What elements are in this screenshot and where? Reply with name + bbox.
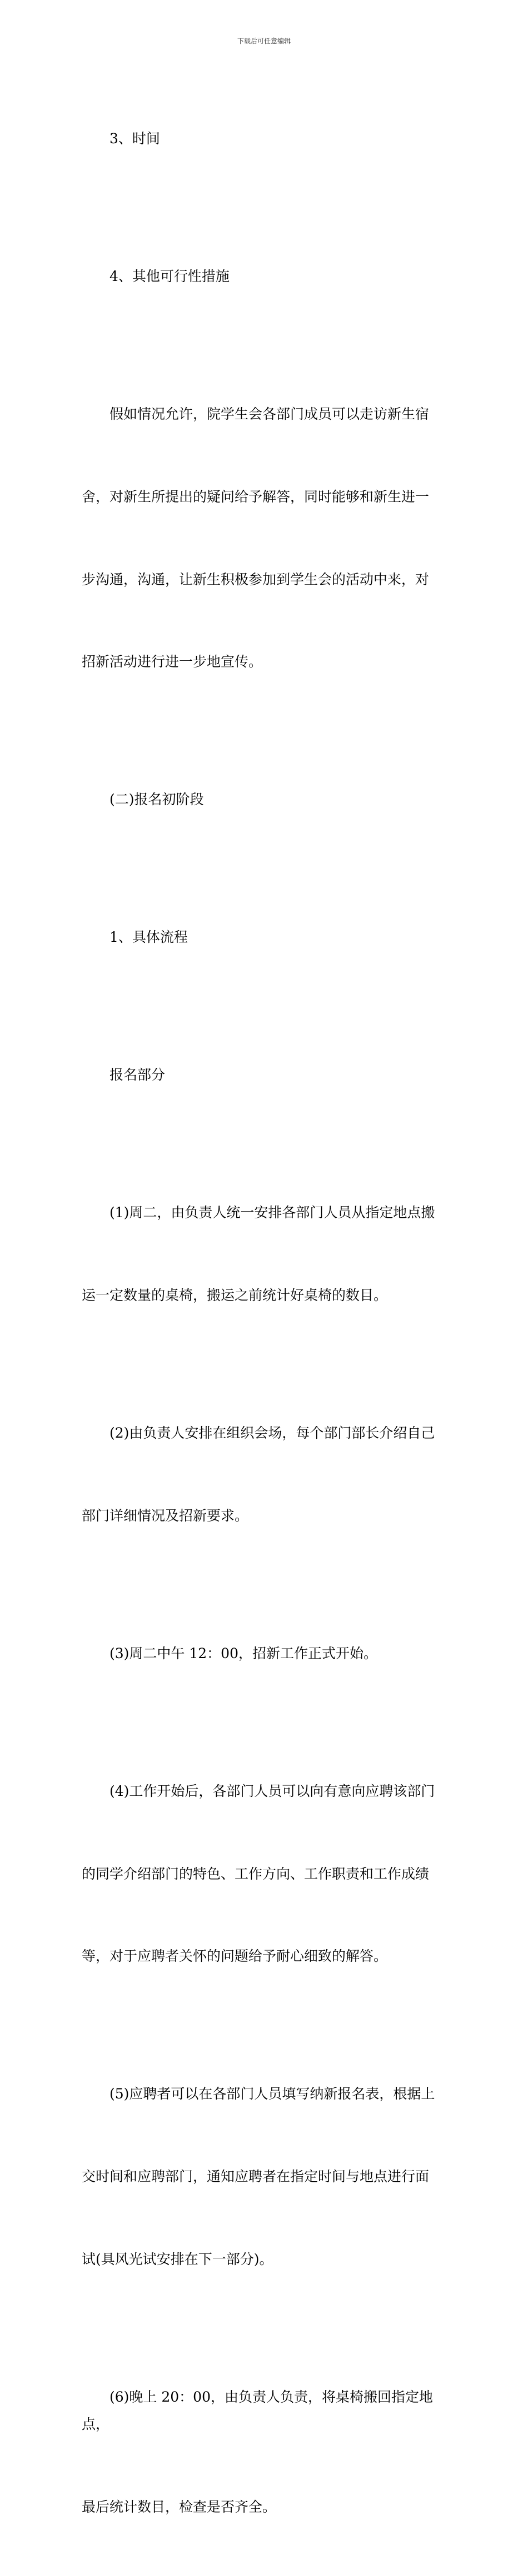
part-heading (82, 1006, 449, 1144)
paragraph-line: (2)由负责人安排在组织会场，每个部门部长介绍自己 (109, 1425, 435, 1442)
paragraph-line: 等，对于应聘者关怀的问题给予耐心细致的解答。 (82, 1948, 388, 1965)
paragraph-line: 交时间和应聘部门，通知应聘者在指定时间与地点进行面 (82, 2168, 430, 2185)
paragraph-line: (4)工作开始后，各部门人员可以向有意向应聘该部门 (109, 1782, 435, 1799)
paragraph-line: 3、时间 (109, 130, 160, 147)
subsection-heading (82, 868, 449, 1006)
paragraph-line: (5)应聘者可以在各部门人员填写纳新报名表，根据上 (109, 2086, 435, 2102)
paragraph-line: 1、具体流程 (109, 929, 188, 946)
paragraph-line: 的同学介绍部门的特色、工作方向、工作职责和工作成绩 (82, 1865, 430, 1882)
paragraph-line: 4、其他可行性措施 (109, 268, 230, 285)
paragraph-line: 舍，对新生所提出的疑问给予解答，同时能够和新生进一 (82, 488, 430, 505)
step-3 (82, 1585, 449, 1723)
paragraph-line: 部门详细情况及招新要求。 (82, 1507, 249, 1524)
paragraph-line: 假如情况允许，院学生会各部门成员可以走访新生宿 (109, 406, 430, 423)
page-header: 下载后可任意编辑 (237, 37, 291, 45)
document-body (82, 70, 449, 2576)
paragraph-line: (6)晚上 20：00，由负责人负责，将桌椅搬回指定地点， (82, 2388, 433, 2433)
item-other-measures (82, 208, 449, 345)
step-1 (82, 1144, 449, 1364)
paragraph-line: 步沟通，沟通，让新生积极参加到学生会的活动中来，对 (82, 571, 430, 587)
paragraph-line: 报名部分 (109, 1067, 166, 1083)
paragraph-line: 最后统计数目，检查是否齐全。 (82, 2499, 277, 2515)
paragraph-line: (3)周二中午 12：00，招新工作正式开始。 (109, 1645, 377, 1661)
step-2 (82, 1364, 449, 1585)
paragraph-line: 招新活动进行进一步地宣传。 (82, 654, 263, 670)
paragraph-dorm-visit (82, 345, 449, 731)
paragraph-line: (1)周二，由负责人统一安排各部门人员从指定地点搬 (109, 1204, 435, 1221)
paragraph-line: 运一定数量的桌椅，搬运之前统计好桌椅的数目。 (82, 1287, 388, 1304)
paragraph-line: 试(具风光试安排在下一部分)。 (82, 2251, 273, 2267)
step-6 (82, 2328, 449, 2576)
step-4 (82, 1723, 449, 2026)
item-time (82, 70, 449, 208)
section-heading (82, 731, 449, 868)
step-5 (82, 2025, 449, 2328)
paragraph-line: (二)报名初阶段 (109, 791, 204, 808)
